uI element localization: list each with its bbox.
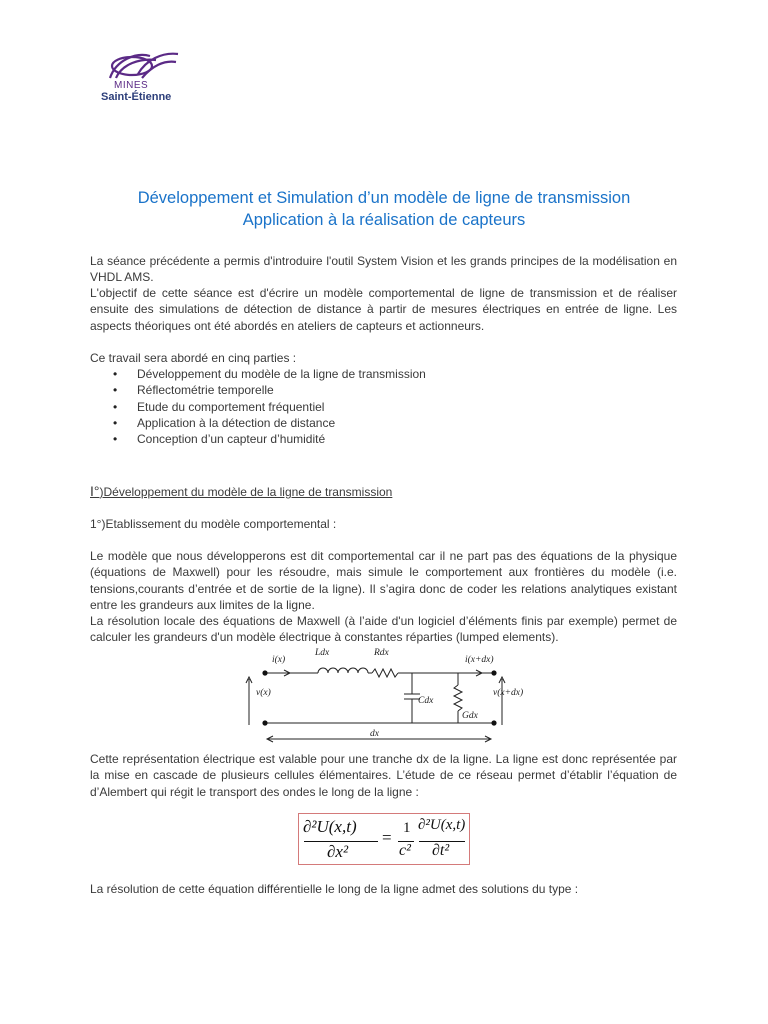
list-item: • Conception d’un capteur d’humidité (90, 431, 650, 447)
eq-lhs-numerator: ∂²U(x,t) (303, 817, 357, 836)
logo-line-mines: MINES (114, 80, 149, 91)
list-item: • Application à la détection de distance (90, 415, 650, 431)
label-v-in: v(x) (256, 688, 271, 698)
eq-coef-numerator: 1 (403, 820, 411, 836)
subsection-heading: 1°)Etablissement du modèle comportemental : (90, 517, 337, 531)
label-cdx: Cdx (418, 696, 434, 706)
cascade-paragraph: Cette représentation électrique est valable pour une tranche dx de la ligne. La ligne est donc représentée par la mise en cascade de plusieurs cellules élémentaires. L’étude de ce réseau permet d’établir l’équation de d’Alembert qui régit le transport des ondes le long de la ligne : (90, 752, 677, 799)
circuit-diagram (240, 645, 540, 745)
intro-paragraph-1: La séance précédente a permis d'introduire l'outil System Vision et les grands principes de la modélisation en VHDL AMS. (90, 254, 677, 285)
list-item: • Réflectométrie temporelle (90, 382, 650, 398)
section-heading (90, 483, 392, 499)
label-i-out: i(x+dx) (465, 655, 494, 665)
intro-paragraph-3: Ce travail sera abordé en cinq parties : (90, 351, 297, 365)
model-paragraph: Le modèle que nous développerons est dit comportemental car il ne part pas des équations de la physique (équations de Maxwell) pour les résoudre, mais simule le comportement aux frontières du modèle (i.e. tensions,courants d’entrée et de sortie de la ligne). Il s’agira donc de coder les relations analytiques existant entre les grandeurs aux limites de la ligne. (90, 549, 677, 612)
list-item: • Etude du comportement fréquentiel (90, 399, 650, 415)
label-v-out: v(x+dx) (493, 688, 524, 698)
intro-paragraph-2: L'objectif de cette séance est d'écrire un modèle comportemental de ligne de transmission et de réaliser ensuite des simulations de détection de distance à partir de mesures électriques en entrée de ligne. Les aspects théoriques ont été abordés en ateliers de capteurs et actionneurs. (90, 286, 677, 333)
logo-line-saint-etienne: Saint-Étienne (101, 91, 172, 103)
list-item: • Développement du modèle de la ligne de transmission (90, 366, 650, 382)
eq-lhs-denominator: ∂x² (327, 842, 349, 861)
mines-logo (96, 50, 186, 112)
page-subtitle: Application à la réalisation de capteurs (242, 211, 526, 229)
label-gdx: Gdx (462, 711, 478, 721)
label-ldx: Ldx (315, 648, 330, 658)
maxwell-paragraph: La résolution locale des équations de Maxwell (à l’aide d'un logiciel d’éléments finis par exemple) permet de calculer les grandeurs d'un modèle électrique à constantes réparties (lumped elements). (90, 614, 677, 645)
parts-list (90, 366, 650, 447)
solution-paragraph: La résolution de cette équation différentielle le long de la ligne admet des solutions du type : (90, 882, 579, 896)
eq-coef-denominator: c² (399, 842, 411, 859)
section-numeral: I° (90, 483, 100, 499)
label-rdx: Rdx (374, 648, 389, 658)
label-i-in: i(x) (272, 655, 286, 665)
label-dx: dx (370, 729, 379, 739)
eq-rhs-denominator: ∂t² (432, 842, 450, 859)
eq-rhs-numerator: ∂²U(x,t) (418, 817, 466, 833)
page-title: Développement et Simulation d’un modèle de ligne de transmission (137, 189, 631, 207)
section-heading-text: )Développement du modèle de la ligne de transmission (99, 485, 393, 499)
dalembert-equation (298, 813, 470, 865)
eq-equals: = (382, 828, 392, 847)
mines-swoosh-icon (102, 50, 182, 82)
